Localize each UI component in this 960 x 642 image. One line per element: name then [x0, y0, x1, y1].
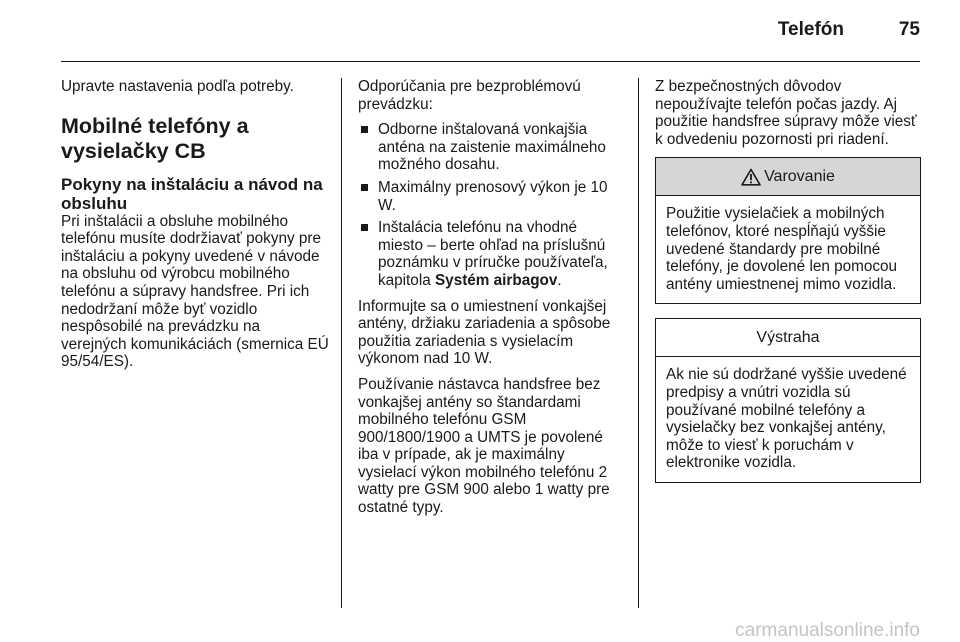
list-item — [358, 219, 626, 289]
subsection-heading: Pokyny na inštaláciu a návod na obsluhu — [61, 174, 323, 213]
header-divider — [61, 61, 920, 62]
list-item-text: Odborne inštalovaná vonkajšia anténa na zaistenie maximálneho možného dosahu. — [378, 121, 606, 174]
column-divider-2 — [638, 78, 639, 608]
list-item — [358, 179, 626, 214]
bullet-square-icon — [361, 126, 368, 133]
column-3 — [655, 78, 921, 497]
page-number: 75 — [898, 19, 920, 40]
column-divider-1 — [341, 78, 342, 608]
recommendations-lead: Odporúčania pre bezproblémovú prevádzku: — [358, 78, 581, 113]
caution-text: Ak nie sú dodržané vyššie uvedené predpisy a vnútri vozidla sú používané mobilné telefóny a vysielačky bez vonkajšej antény, môže to viesť k poruchám v elektronike vozidla. — [666, 366, 907, 472]
handsfree-paragraph: Používanie nástavca handsfree bez vonkajšej antény so štandardami mobilného telefónu GSM 900/1800/1900 a UMTS je povolené iba v prípade, ak je maximálny vysielací výkon mobilného telefónu 2 watty pre GSM 900 alebo 1 watty pre ostatné typy. — [358, 375, 610, 517]
antenna-paragraph: Informujte sa o umiestnení vonkajšej antény, držiaku zariadenia a spôsobe použitia zariadenia s vysielacím výkonom nad 10 W. — [358, 297, 611, 368]
page-title: Telefón — [777, 19, 844, 40]
section-heading: Mobilné telefóny a vysielačky CB — [61, 113, 249, 163]
safety-paragraph: Z bezpečnostných dôvodov nepoužívajte telefón počas jazdy. Aj použitie handsfree súpravy môže viesť k odvedeniu pozornosti pri riadení. — [655, 78, 917, 148]
page-header — [0, 0, 960, 62]
list-item-end: . — [557, 271, 562, 289]
caution-header — [656, 319, 920, 357]
list-item-text: Inštalácia telefónu na vhodné miesto – berte ohľad na príslušnú poznámku v príručke používateľa, kapitola — [378, 219, 608, 289]
bullet-square-icon — [361, 184, 368, 191]
warning-title: Varovanie — [764, 168, 835, 186]
warning-header — [656, 158, 920, 196]
warning-triangle-icon — [741, 168, 761, 186]
list-item-text: Maximálny prenosový výkon je 10 W. — [378, 178, 608, 214]
recommendations-list — [358, 121, 626, 289]
list-item — [358, 121, 626, 174]
airbag-chapter-link[interactable]: Systém airbagov — [434, 271, 558, 289]
intro-text: Upravte nastavenia podľa potreby. — [61, 78, 294, 95]
warning-box — [655, 157, 921, 304]
warning-text: Použitie vysielačiek a mobilných telefónov, ktoré nespĺňajú vyššie uvedené štandardy pre mobilné telefóny, je dovolené len pomocou antény umiestnenej mimo vozidla. — [666, 205, 898, 293]
bullet-square-icon — [361, 224, 368, 231]
watermark-text: carmanualsonline.info — [735, 620, 920, 641]
column-1 — [61, 78, 329, 379]
column-2 — [358, 78, 626, 525]
caution-box — [655, 318, 921, 483]
installation-paragraph: Pri inštalácii a obsluhe mobilného telefónu musíte dodržiavať pokyny pre inštaláciu a pokyny uvedené v návode na obsluhu od výrobcu mobilného telefónu a súpravy handsfree. Pri ich nedodržaní môže byť vozidlo nespôsobilé na prevádzku na verejných komunikáciách (smernica EÚ 95/54/ES). — [61, 212, 329, 371]
caution-title: Výstraha — [756, 329, 820, 347]
